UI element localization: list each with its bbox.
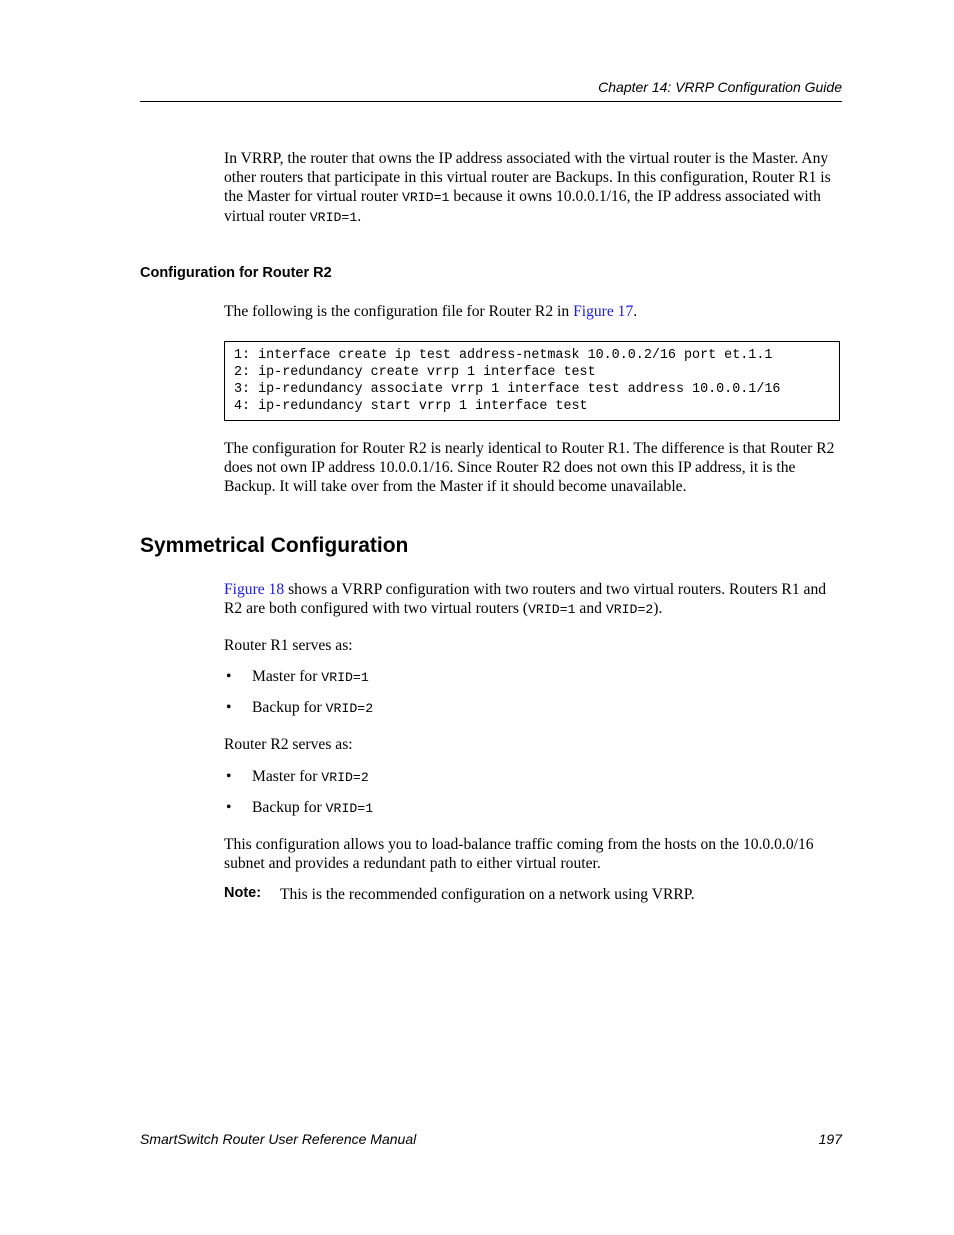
r1-serves-label: Router R1 serves as:	[224, 637, 353, 654]
note-label: Note:	[224, 885, 262, 901]
r2-lead-paragraph	[224, 302, 844, 321]
code-line: 1: interface create ip test address-netmask 10.0.0.2/16 port et.1.1	[234, 348, 773, 363]
intro-text-1: In VRRP, the router that owns the IP address associated with the virtual router is the Master. Any other routers that participate in this virtual router are Backups. In this configuration, Router R1 is the Master for virtual router	[224, 150, 831, 205]
r2-lead-text: The following is the configuration file for Router R2 in	[224, 303, 574, 320]
code-line: 4: ip-redundancy start vrrp 1 interface test	[234, 399, 588, 414]
list-item-text: Master for	[252, 668, 322, 685]
sym-text-3: ).	[653, 600, 663, 617]
r2-serves-label: Router R2 serves as:	[224, 736, 353, 753]
list-item-text: Backup for	[252, 699, 326, 716]
config-code-block	[224, 341, 840, 421]
list-item: • Backup for VRID=2	[226, 699, 374, 716]
intro-code-1: VRID=1	[401, 190, 450, 205]
chapter-title: Chapter 14: VRRP Configuration Guide	[598, 79, 842, 95]
symmetrical-intro-paragraph	[224, 580, 844, 619]
list-item-code: VRID=1	[321, 670, 369, 685]
list-item-code: VRID=1	[325, 801, 374, 816]
r2-lead-end: .	[633, 303, 638, 320]
code-line: 2: ip-redundancy create vrrp 1 interface test	[234, 365, 596, 380]
list-item: • Backup for VRID=1	[226, 799, 374, 816]
code-line: 3: ip-redundancy associate vrrp 1 interface test address 10.0.0.1/16	[234, 382, 781, 397]
footer-manual-title: SmartSwitch Router User Reference Manual	[140, 1131, 417, 1147]
note-text: This is the recommended configuration on a network using VRRP.	[280, 886, 695, 903]
intro-paragraph	[224, 149, 844, 227]
sym-code-2: VRID=2	[605, 602, 654, 617]
sym-text-2: and	[575, 600, 606, 617]
intro-code-2: VRID=1	[309, 210, 358, 225]
intro-text-2: because it owns 10.0.0.1/16, the IP address associated with virtual router	[224, 188, 821, 225]
list-item: • Master for VRID=1	[226, 668, 369, 685]
section-heading: Symmetrical Configuration	[140, 534, 409, 557]
list-item-text: Backup for	[252, 799, 326, 816]
list-item-code: VRID=2	[325, 701, 374, 716]
list-item: • Master for VRID=2	[226, 768, 369, 785]
sym-code-1: VRID=1	[528, 602, 576, 617]
running-header	[140, 79, 842, 102]
intro-text-3: .	[357, 208, 362, 225]
closing-paragraph: This configuration allows you to load-balance traffic coming from the hosts on the 10.0.0.0/16 subnet and provides a redundant path to either virtual router.	[224, 836, 814, 872]
subsection-heading: Configuration for Router R2	[140, 265, 332, 281]
r2-explanation-paragraph: The configuration for Router R2 is nearly identical to Router R1. The difference is that Router R2 does not own IP address 10.0.0.1/16. Since Router R2 does not own this IP address, it is the Backup. It will take over from the Master if it should become unavailable.	[224, 440, 835, 495]
figure-17-link[interactable]: Figure 17	[573, 303, 634, 320]
list-item-code: VRID=2	[321, 770, 369, 785]
list-item-text: Master for	[252, 768, 322, 785]
sym-text-1: shows a VRRP configuration with two routers and two virtual routers. Routers R1 and R2 are both configured with two virtual routers (	[224, 581, 827, 617]
page-number: 197	[818, 1131, 842, 1147]
figure-18-link[interactable]: Figure 18	[224, 581, 285, 598]
